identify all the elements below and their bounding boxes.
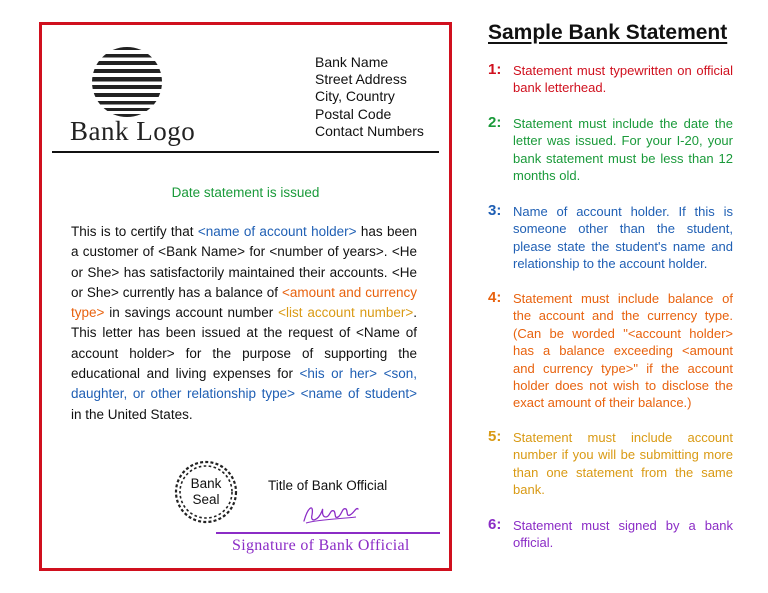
bank-logo-globe-icon: [90, 45, 164, 119]
address-line: Contact Numbers: [315, 122, 424, 139]
note-text: Statement must include balance of the account and the currency type. (Can be worded "<account holder> has a balance exceeding <amount and currency type>" if the account holder does not wish to disclose the exact amount of their balance.): [513, 291, 733, 411]
bank-address-block: [315, 54, 424, 140]
note-number: 6:: [488, 516, 502, 533]
signature-scribble-icon: [300, 497, 362, 529]
bank-seal: [173, 476, 239, 508]
signature-label: Signature of Bank Official: [232, 537, 410, 554]
note-text: Statement must include the date the letter was issued. For your I-20, your bank statement must be less than 12 months old.: [513, 116, 733, 184]
address-line: Postal Code: [315, 105, 392, 122]
letter-body: [71, 222, 417, 425]
signature-line: [216, 532, 440, 534]
note-text: Statement must typewritten on official bank letterhead.: [513, 63, 733, 96]
note-text: Statement must signed by a bank official.: [513, 518, 733, 551]
body-text-segment: in the United States.: [71, 406, 193, 422]
body-text-segment: has been a customer of <Bank Name> for <number of years>. <He or She> has satisfactorily maintained their accounts. <He or She> currently has a balance of: [71, 224, 417, 300]
statement-date: Date statement is issued: [171, 185, 320, 200]
body-text-segment: This is to certify that: [71, 224, 198, 239]
address-line: Bank Name: [315, 54, 389, 70]
body-text-segment: in savings account number: [104, 305, 279, 321]
letterhead-divider: [52, 151, 439, 153]
student-placeholder: <his or her> <son, daughter, or other relationship type> <name of student>: [71, 366, 417, 402]
account-holder-placeholder: <name of account holder>: [197, 224, 357, 239]
note-text: Statement must include account number if you will be submitting more than one statement from the same bank.: [513, 430, 733, 498]
account-number-placeholder: <list account number>: [278, 305, 414, 321]
note-number: 2:: [488, 114, 502, 131]
note-text: Name of account holder. If this is someone other than the student, please state the student's name and relationship to the account holder.: [513, 204, 733, 272]
address-line: Street Address: [315, 71, 407, 88]
note-number: 5:: [488, 428, 502, 445]
note-number: 1:: [488, 61, 502, 78]
amount-placeholder: <amount and currency type>: [71, 284, 417, 321]
bank-logo-text: Bank Logo: [70, 116, 196, 146]
panel-title: Sample Bank Statement: [488, 21, 728, 44]
body-text-segment: . This letter has been issued at the request of <Name of account holder> for the purpose of supporting the educational and living expenses for: [71, 305, 418, 382]
letter-frame: [39, 22, 452, 571]
seal-line: Bank: [190, 476, 222, 491]
note-number: 3:: [488, 202, 502, 219]
address-line: City, Country: [315, 88, 395, 105]
seal-line: Seal: [192, 492, 220, 507]
note-number: 4:: [488, 289, 502, 306]
official-title: Title of Bank Official: [268, 478, 388, 493]
